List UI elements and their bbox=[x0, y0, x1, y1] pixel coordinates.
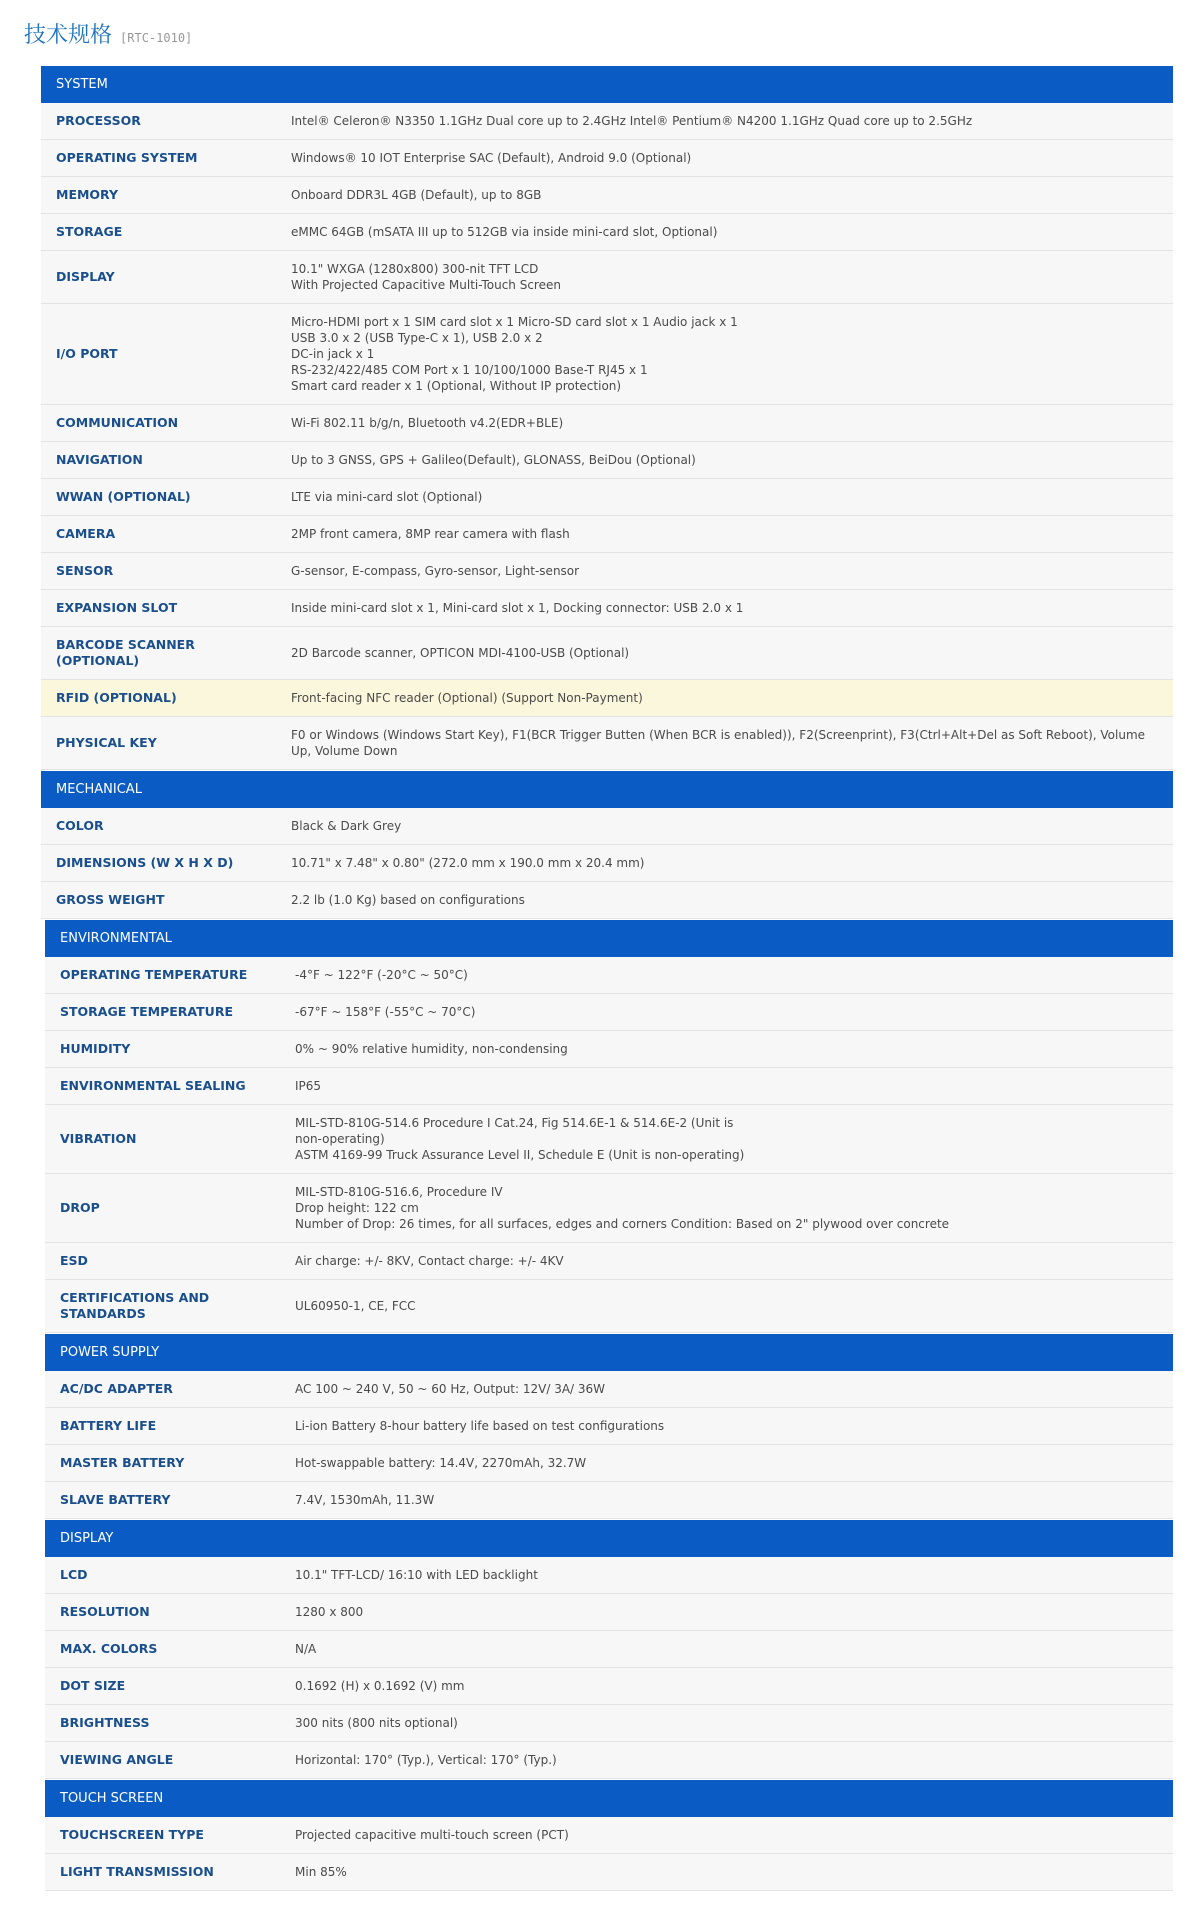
section-header bbox=[45, 1519, 1173, 1557]
spec-label: SENSOR bbox=[56, 563, 114, 578]
spec-section-system bbox=[41, 65, 1173, 770]
spec-label: PHYSICAL KEY bbox=[56, 735, 157, 750]
spec-row bbox=[41, 590, 1173, 627]
spec-label: DOT SIZE bbox=[60, 1678, 126, 1693]
spec-row bbox=[45, 1280, 1173, 1333]
spec-label: MASTER BATTERY bbox=[60, 1455, 185, 1470]
spec-row bbox=[45, 1243, 1173, 1280]
spec-row bbox=[45, 1445, 1173, 1482]
spec-row bbox=[41, 214, 1173, 251]
spec-value: Li-ion Battery 8-hour battery life based on test configurations bbox=[295, 1419, 665, 1433]
spec-value: IP65 bbox=[295, 1079, 322, 1093]
spec-label: OPERATING TEMPERATURE bbox=[60, 967, 248, 982]
spec-row bbox=[41, 405, 1173, 442]
spec-label: CAMERA bbox=[56, 526, 116, 541]
spec-value: Horizontal: 170° (Typ.), Vertical: 170° (Typ.) bbox=[295, 1753, 557, 1767]
spec-label: VIBRATION bbox=[60, 1131, 137, 1146]
spec-value: Projected capacitive multi-touch screen (PCT) bbox=[295, 1828, 569, 1842]
spec-label: AC/DC ADAPTER bbox=[60, 1381, 173, 1396]
spec-label: I/O PORT bbox=[56, 346, 118, 361]
spec-label: DIMENSIONS (W X H X D) bbox=[56, 855, 234, 870]
spec-label: STORAGE bbox=[56, 224, 123, 239]
spec-row bbox=[41, 680, 1173, 717]
spec-row bbox=[41, 808, 1173, 845]
spec-label: CERTIFICATIONS AND STANDARDS bbox=[60, 1290, 210, 1321]
spec-label: COLOR bbox=[56, 818, 104, 833]
spec-row bbox=[41, 479, 1173, 516]
spec-row bbox=[41, 442, 1173, 479]
spec-label: RESOLUTION bbox=[60, 1604, 150, 1619]
spec-label: GROSS WEIGHT bbox=[56, 892, 165, 907]
spec-value: Onboard DDR3L 4GB (Default), up to 8GB bbox=[291, 188, 542, 202]
spec-label: BATTERY LIFE bbox=[60, 1418, 157, 1433]
section-header bbox=[45, 1779, 1173, 1817]
spec-label: TOUCHSCREEN TYPE bbox=[60, 1827, 204, 1842]
spec-row bbox=[41, 882, 1173, 919]
spec-value: Wi-Fi 802.11 b/g/n, Bluetooth v4.2(EDR+BLE) bbox=[291, 416, 564, 430]
spec-label: DISPLAY bbox=[56, 269, 115, 284]
spec-row bbox=[41, 553, 1173, 590]
spec-row bbox=[45, 1742, 1173, 1779]
spec-value: Hot-swappable battery: 14.4V, 2270mAh, 32.7W bbox=[295, 1456, 587, 1470]
spec-section-mechanical bbox=[41, 770, 1173, 919]
section-title: MECHANICAL bbox=[56, 782, 142, 797]
spec-row bbox=[41, 177, 1173, 214]
spec-value: Inside mini-card slot x 1, Mini-card slot x 1, Docking connector: USB 2.0 x 1 bbox=[291, 601, 744, 615]
spec-label: VIEWING ANGLE bbox=[60, 1752, 174, 1767]
spec-value: eMMC 64GB (mSATA III up to 512GB via inside mini-card slot, Optional) bbox=[291, 225, 718, 239]
spec-value: 2.2 lb (1.0 Kg) based on configurations bbox=[291, 893, 525, 907]
spec-row bbox=[45, 1817, 1173, 1854]
spec-row bbox=[45, 1668, 1173, 1705]
spec-label: BRIGHTNESS bbox=[60, 1715, 150, 1730]
section-title: POWER SUPPLY bbox=[60, 1345, 160, 1360]
spec-row bbox=[45, 994, 1173, 1031]
spec-row bbox=[41, 140, 1173, 177]
spec-value: LTE via mini-card slot (Optional) bbox=[291, 490, 483, 504]
section-header bbox=[45, 919, 1173, 957]
spec-value: F0 or Windows (Windows Start Key), F1(BCR Trigger Butten (When BCR is enabled)), F2(Screenprint), F3(Ctrl+Alt+Del as Soft Reboot), Volume Up, Volume Down bbox=[291, 728, 1146, 758]
section-header bbox=[41, 770, 1173, 808]
spec-value: -67°F ~ 158°F (-55°C ~ 70°C) bbox=[295, 1005, 476, 1019]
spec-value: Air charge: +/- 8KV, Contact charge: +/- 4KV bbox=[295, 1254, 564, 1268]
spec-row bbox=[45, 1594, 1173, 1631]
spec-row bbox=[45, 1105, 1173, 1174]
spec-value: 1280 x 800 bbox=[295, 1605, 364, 1619]
spec-row bbox=[41, 627, 1173, 680]
section-title: TOUCH SCREEN bbox=[60, 1791, 164, 1806]
spec-label: HUMIDITY bbox=[60, 1041, 131, 1056]
spec-row bbox=[41, 103, 1173, 140]
spec-value: 0.1692 (H) x 0.1692 (V) mm bbox=[295, 1679, 465, 1693]
spec-label: PROCESSOR bbox=[56, 113, 141, 128]
spec-value: G-sensor, E-compass, Gyro-sensor, Light-sensor bbox=[291, 564, 580, 578]
spec-row bbox=[45, 1068, 1173, 1105]
spec-row bbox=[45, 1371, 1173, 1408]
spec-label: MAX. COLORS bbox=[60, 1641, 158, 1656]
spec-label: WWAN (OPTIONAL) bbox=[56, 489, 191, 504]
spec-row bbox=[41, 717, 1173, 770]
spec-row bbox=[45, 1408, 1173, 1445]
spec-value: 10.1" WXGA (1280x800) 300-nit TFT LCD With Projected Capacitive Multi-Touch Screen bbox=[291, 262, 561, 292]
spec-row bbox=[41, 845, 1173, 882]
spec-label: MEMORY bbox=[56, 187, 119, 202]
spec-row bbox=[45, 1174, 1173, 1243]
section-title: SYSTEM bbox=[56, 77, 108, 92]
spec-value: 0% ~ 90% relative humidity, non-condensing bbox=[295, 1042, 568, 1056]
spec-value: MIL-STD-810G-514.6 Procedure I Cat.24, Fig 514.6E-1 & 514.6E-2 (Unit is non-operating) ASTM 4169-99 Truck Assurance Level II, Schedule E (Unit is non-operating) bbox=[295, 1116, 745, 1162]
spec-row bbox=[41, 251, 1173, 304]
section-header bbox=[41, 65, 1173, 103]
page-title: 技术规格 bbox=[24, 23, 113, 48]
spec-row bbox=[41, 516, 1173, 553]
section-header bbox=[45, 1333, 1173, 1371]
section-title: ENVIRONMENTAL bbox=[60, 931, 172, 946]
spec-value: AC 100 ~ 240 V, 50 ~ 60 Hz, Output: 12V/ 3A/ 36W bbox=[295, 1382, 606, 1396]
spec-value: 10.1" TFT-LCD/ 16:10 with LED backlight bbox=[295, 1568, 538, 1582]
spec-label: COMMUNICATION bbox=[56, 415, 179, 430]
page-header bbox=[24, 18, 192, 48]
spec-row bbox=[45, 1854, 1173, 1891]
spec-label: LIGHT TRANSMISSION bbox=[60, 1864, 214, 1879]
spec-row bbox=[45, 1631, 1173, 1668]
spec-label: STORAGE TEMPERATURE bbox=[60, 1004, 233, 1019]
spec-value: Intel® Celeron® N3350 1.1GHz Dual core up to 2.4GHz Intel® Pentium® N4200 1.1GHz Quad core up to 2.5GHz bbox=[291, 114, 973, 128]
spec-value: 7.4V, 1530mAh, 11.3W bbox=[295, 1493, 435, 1507]
spec-value: MIL-STD-810G-516.6, Procedure IV Drop height: 122 cm Number of Drop: 26 times, for all surfaces, edges and corners Condition: Based on 2" plywood over concrete bbox=[295, 1185, 950, 1231]
spec-row bbox=[45, 957, 1173, 994]
model-number: [RTC-1010] bbox=[120, 31, 193, 45]
spec-section-environmental bbox=[45, 919, 1173, 1333]
spec-row bbox=[45, 1482, 1173, 1519]
spec-value: Black & Dark Grey bbox=[291, 819, 402, 833]
spec-value: N/A bbox=[295, 1642, 317, 1656]
spec-value: 10.71" x 7.48" x 0.80" (272.0 mm x 190.0 mm x 20.4 mm) bbox=[291, 856, 645, 870]
spec-section-power-supply bbox=[45, 1333, 1173, 1519]
spec-row bbox=[45, 1557, 1173, 1594]
spec-value: Micro-HDMI port x 1 SIM card slot x 1 Micro-SD card slot x 1 Audio jack x 1 USB 3.0 x 2 (USB Type-C x 1), USB 2.0 x 2 DC-in jack x 1 RS-232/422/485 COM Port x 1 10/100/1000 Base-T RJ45 x 1 Smart card reader x 1 (Optional, Without IP protection) bbox=[291, 315, 738, 393]
spec-value: 2D Barcode scanner, OPTICON MDI-4100-USB (Optional) bbox=[291, 646, 630, 660]
spec-label: NAVIGATION bbox=[56, 452, 143, 467]
spec-table bbox=[0, 65, 1200, 1891]
spec-label: ENVIRONMENTAL SEALING bbox=[60, 1078, 246, 1093]
spec-label: SLAVE BATTERY bbox=[60, 1492, 171, 1507]
spec-value: Front-facing NFC reader (Optional) (Support Non-Payment) bbox=[291, 691, 643, 705]
spec-value: -4°F ~ 122°F (-20°C ~ 50°C) bbox=[295, 968, 468, 982]
spec-label: OPERATING SYSTEM bbox=[56, 150, 198, 165]
spec-value: 2MP front camera, 8MP rear camera with flash bbox=[291, 527, 570, 541]
spec-value: 300 nits (800 nits optional) bbox=[295, 1716, 458, 1730]
spec-label: DROP bbox=[60, 1200, 100, 1215]
spec-section-touch-screen bbox=[45, 1779, 1173, 1891]
spec-label: LCD bbox=[60, 1567, 88, 1582]
spec-section-display bbox=[45, 1519, 1173, 1779]
spec-value: Windows® 10 IOT Enterprise SAC (Default), Android 9.0 (Optional) bbox=[291, 151, 692, 165]
spec-label: BARCODE SCANNER (OPTIONAL) bbox=[56, 637, 195, 668]
spec-value: Min 85% bbox=[295, 1865, 347, 1879]
spec-label: ESD bbox=[60, 1253, 88, 1268]
spec-row bbox=[41, 304, 1173, 405]
spec-row bbox=[45, 1705, 1173, 1742]
spec-value: Up to 3 GNSS, GPS + Galileo(Default), GLONASS, BeiDou (Optional) bbox=[291, 453, 696, 467]
spec-label: RFID (OPTIONAL) bbox=[56, 690, 177, 705]
spec-value: UL60950-1, CE, FCC bbox=[295, 1299, 416, 1313]
spec-label: EXPANSION SLOT bbox=[56, 600, 178, 615]
spec-row bbox=[45, 1031, 1173, 1068]
section-title: DISPLAY bbox=[60, 1531, 114, 1546]
